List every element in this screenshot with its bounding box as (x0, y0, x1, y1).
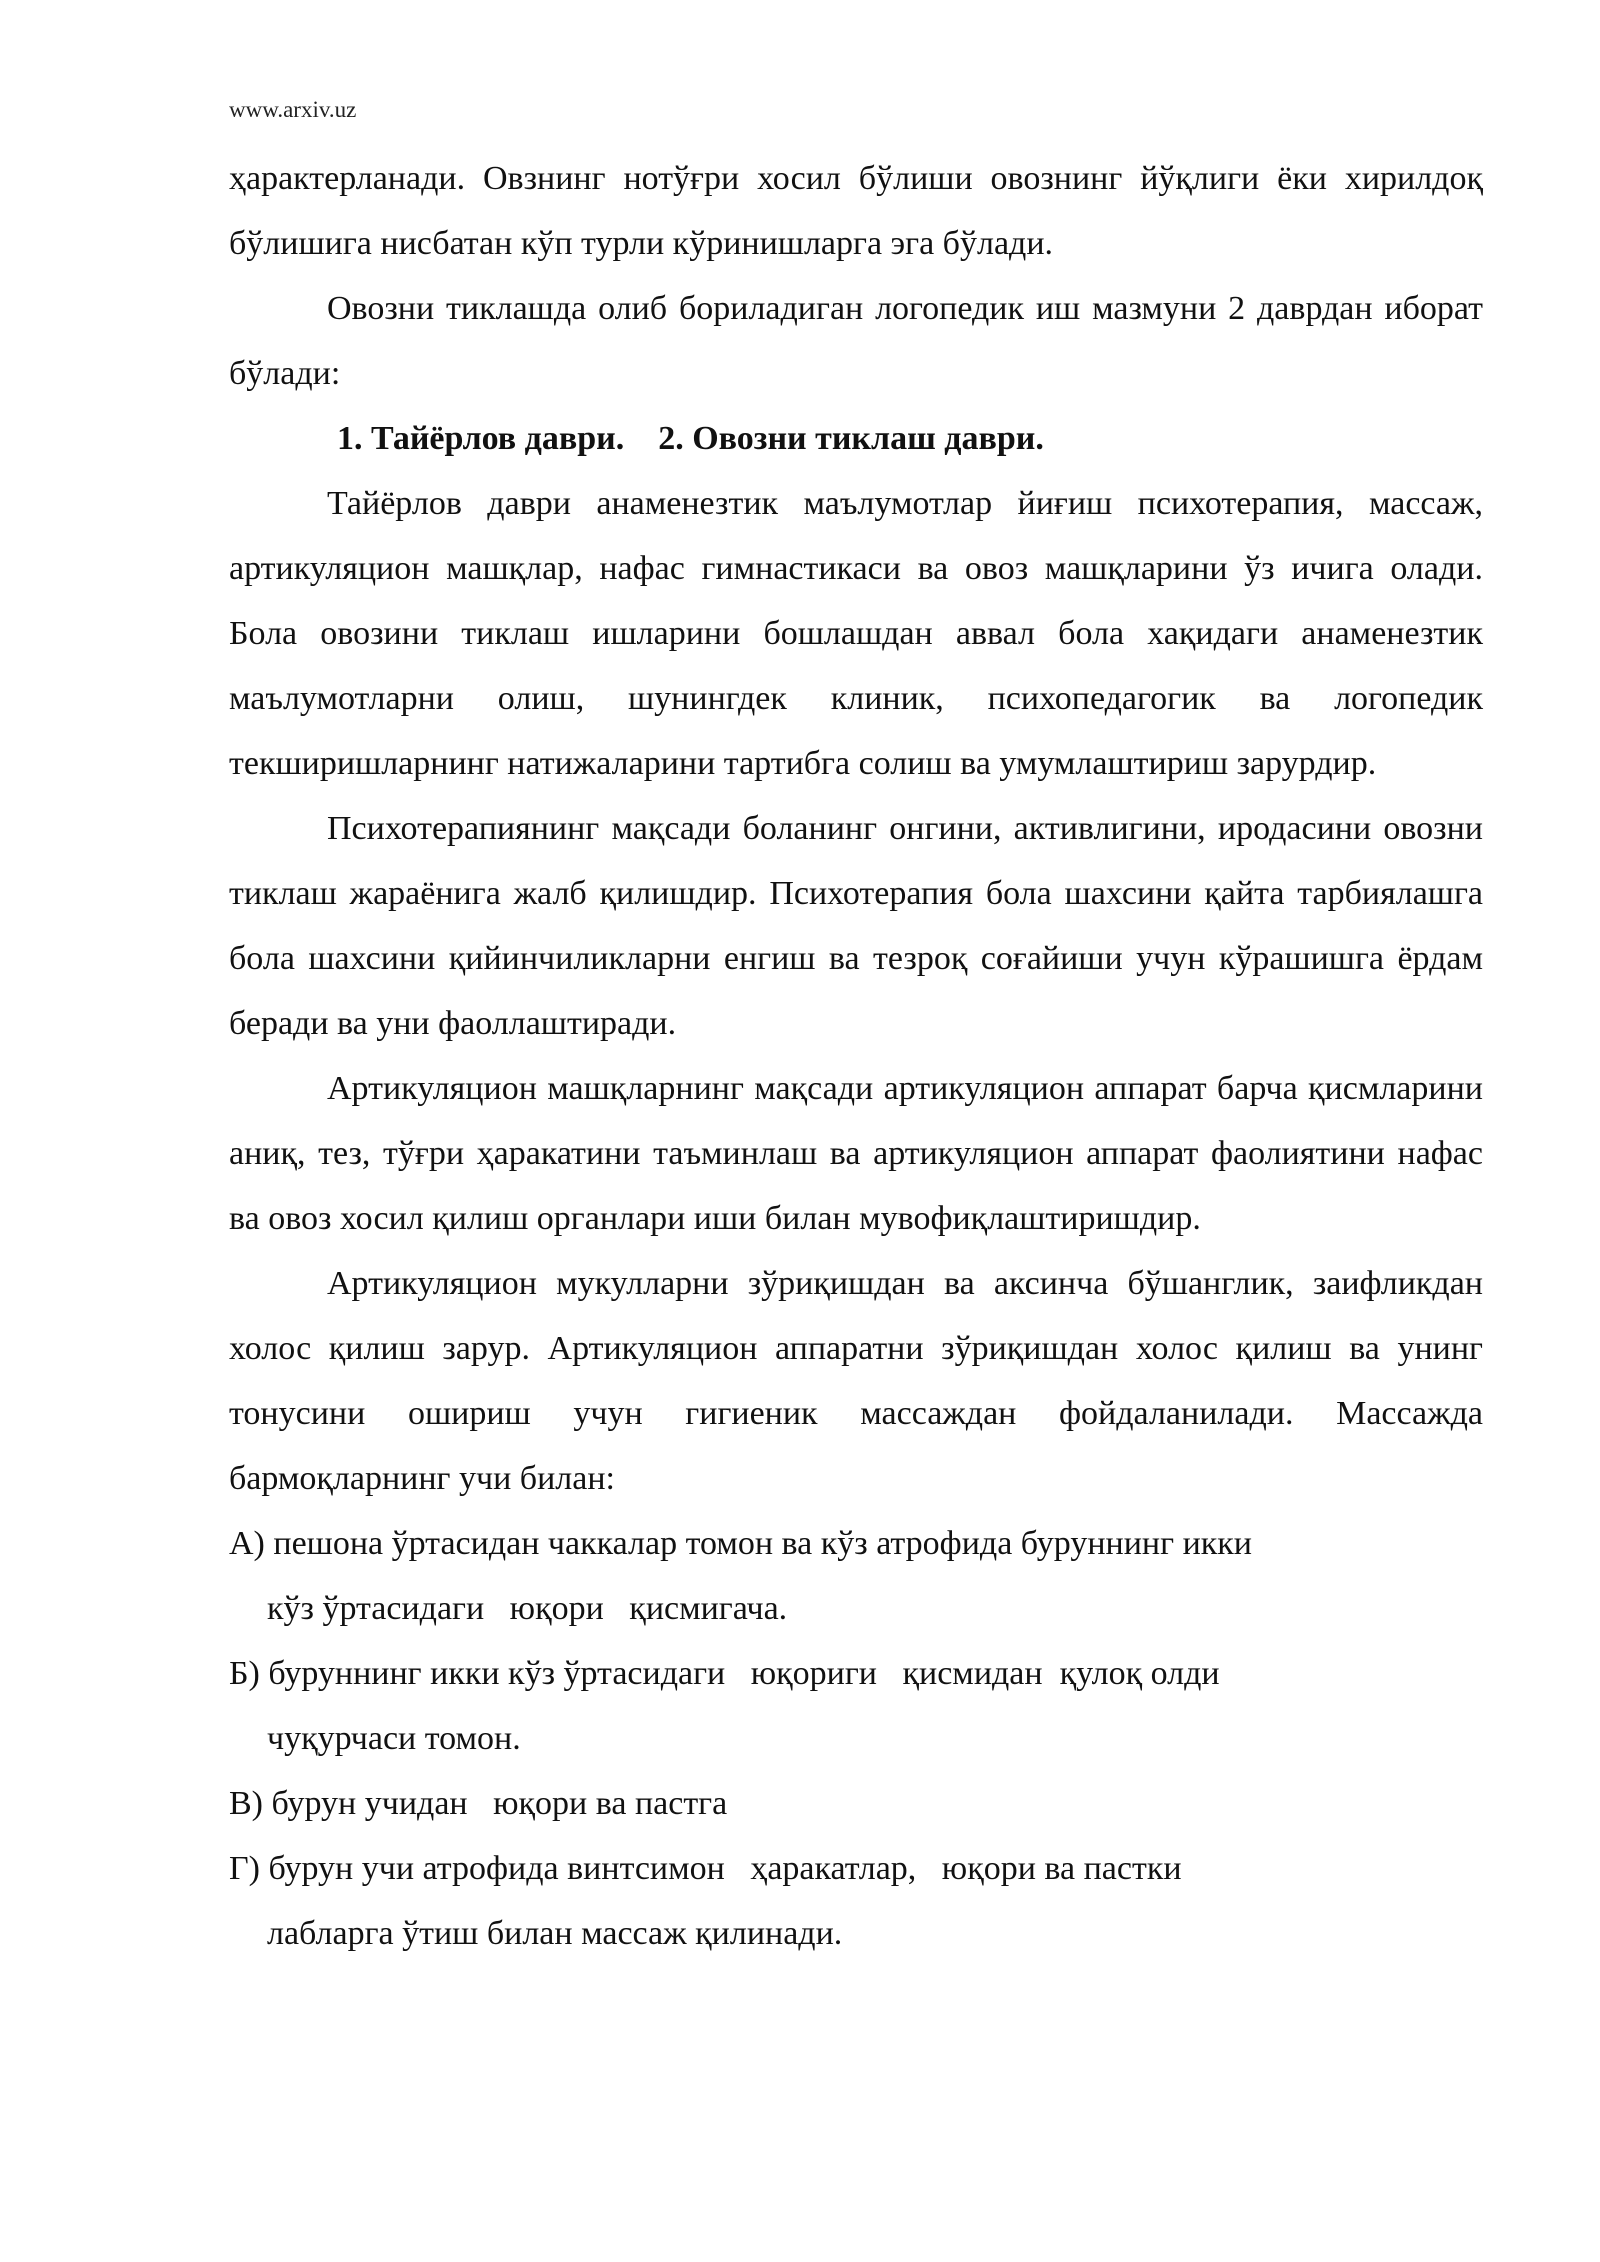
list-item-b-line1: Б) буруннинг икки кўз ўртасидаги юқориги қисмидан қулоқ олди (229, 1655, 1220, 1692)
paragraph-2: Овозни тиклашда олиб бориладиган логопедик иш мазмуни 2 даврдан иборат бўлади: (229, 290, 1483, 392)
list-item-g-line1: Г) бурун учи атрофида винтсимон ҳаракатлар, юқори ва пастки (229, 1850, 1182, 1887)
list-item-v (229, 1771, 1483, 1836)
list-item-a (229, 1511, 1483, 1641)
paragraph-6: Артикуляцион мукулларни зўриқишдан ва аксинча бўшанглик, заифликдан холос қилиш зарур. Артикуляцион аппаратни зўриқишдан холос қилиш ва унинг тонусини ошириш учун гигиеник массаждан фойдаланилади. Массажда бармоқларнинг учи билан: (229, 1265, 1483, 1497)
header-url: www.arxiv.uz (229, 97, 357, 122)
list-item-g-line2: лабларга ўтиш билан массаж қилинади. (267, 1915, 843, 1952)
list-item-a-line2: кўз ўртасидаги юқори қисмигача. (267, 1590, 788, 1627)
paragraph-3: Тайёрлов даври анаменезтик маълумотлар йиғиш психотерапия, массаж, артикуляцион машқлар, нафас гимнастикаси ва овоз машқларини ўз ичига олади. Бола овозини тиклаш ишларини бошлашдан аввал бола хақидаги анаменезтик маълумотларни олиш, шунингдек клиник, психопедагогик ва логопедик текширишларнинг натижаларини тартибга солиш ва умумлаштириш зарурдир. (229, 485, 1483, 782)
paragraph-5: Артикуляцион машқларнинг мақсади артикуляцион аппарат барча қисмларини аниқ, тез, тўғри ҳаракатини таъминлаш ва артикуляцион аппарат фаолиятини нафас ва овоз хосил қилиш органлари иши билан мувофиқлаштиришдир. (229, 1070, 1483, 1237)
document-body (229, 146, 1483, 1966)
list-item-g (229, 1836, 1483, 1966)
paragraph-1: ҳарактерланади. Овзнинг нотўғри хосил бўлиши овознинг йўқлиги ёки хирилдоқ бўлишига нисбатан кўп турли кўринишларга эга бўлади. (229, 160, 1483, 262)
list-item-v-line1: В) бурун учидан юқори ва пастга (229, 1785, 728, 1822)
list-item-b-line2: чуқурчаси томон. (267, 1720, 521, 1757)
paragraph-4: Психотерапиянинг мақсади боланинг онгини, активлигини, иродасини овозни тиклаш жараёнига жалб қилишдир. Психотерапия бола шахсини қайта тарбиялашга бола шахсини қийинчиликларни енгиш ва тезроқ соғайиши учун кўрашишга ёрдам беради ва уни фаоллаштиради. (229, 810, 1483, 1042)
periods-heading: 1. Тайёрлов даври. 2. Овозни тиклаш даври. (337, 420, 1044, 457)
list-item-a-line1: А) пешона ўртасидан чаккалар томон ва кўз атрофида буруннинг икки (229, 1525, 1253, 1562)
list-item-b (229, 1641, 1483, 1771)
